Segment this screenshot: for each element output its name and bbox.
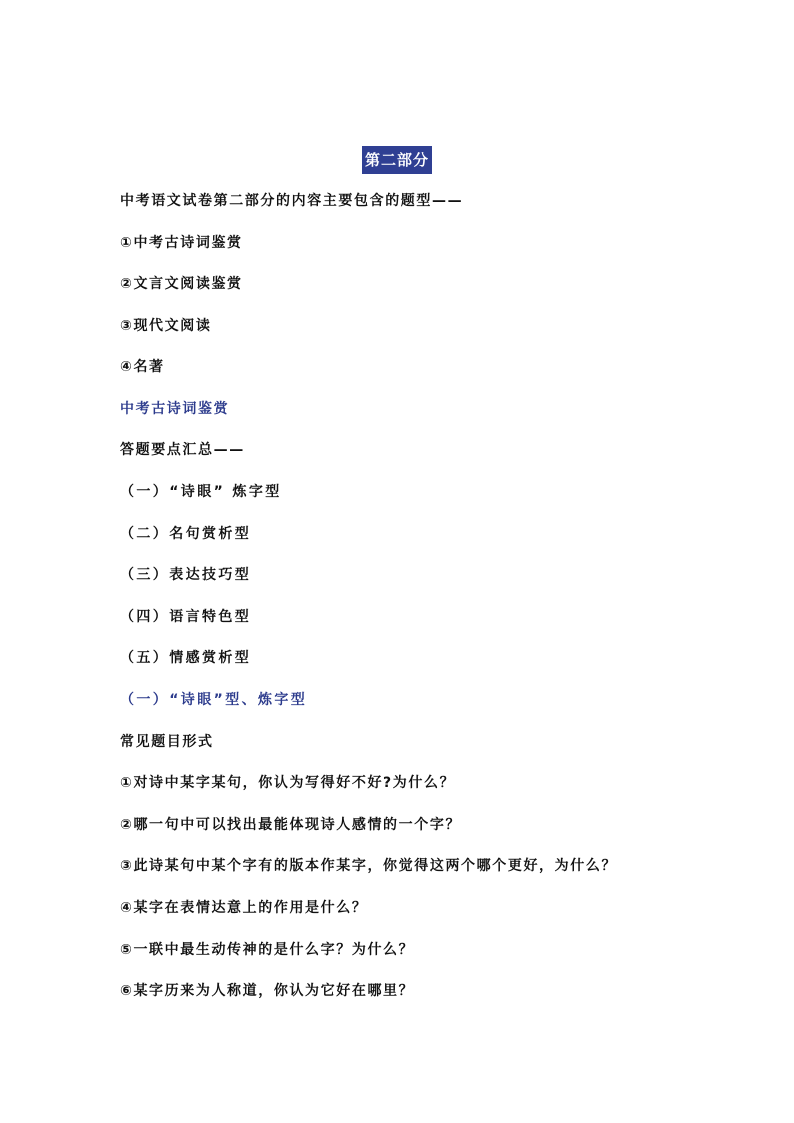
- intro-text: 中考语文试卷第二部分的内容主要包含的题型——: [120, 193, 464, 209]
- section-heading-poetry: 中考古诗词鉴赏: [120, 401, 230, 417]
- forms-label: 常见题目形式: [120, 734, 214, 750]
- question-form-item: ②哪一句中可以找出最能体现诗人感情的一个字？: [120, 817, 462, 833]
- question-type-item: （二）名句赏析型: [120, 526, 252, 542]
- question-type-item: （三）表达技巧型: [120, 567, 252, 583]
- page-title: 第二部分: [362, 146, 432, 174]
- section-heading-poetic-eye: （一）“诗眼”型、炼字型: [120, 692, 308, 708]
- question-form-item: ⑥某字历来为人称道，你认为它好在哪里？: [120, 983, 415, 999]
- question-form-item: ⑤一联中最生动传神的是什么字？为什么？: [120, 942, 415, 958]
- question-form-item: ③此诗某句中某个字有的版本作某字，你觉得这两个哪个更好，为什么？: [120, 858, 618, 874]
- section-item: ②文言文阅读鉴赏: [120, 276, 243, 292]
- question-type-item: （五）情感赏析型: [120, 650, 252, 666]
- question-form-item: ①对诗中某字某句，你认为写得好不好?为什么？: [120, 775, 456, 791]
- section-item: ④名著: [120, 359, 165, 375]
- question-type-item: （一）“诗眼” 炼字型: [120, 484, 282, 500]
- summary-label: 答题要点汇总——: [120, 442, 245, 458]
- title-block: [0, 146, 794, 174]
- section-item: ①中考古诗词鉴赏: [120, 235, 243, 251]
- section-item: ③现代文阅读: [120, 318, 212, 334]
- question-type-item: （四）语言特色型: [120, 609, 252, 625]
- question-form-item: ④某字在表情达意上的作用是什么？: [120, 900, 368, 916]
